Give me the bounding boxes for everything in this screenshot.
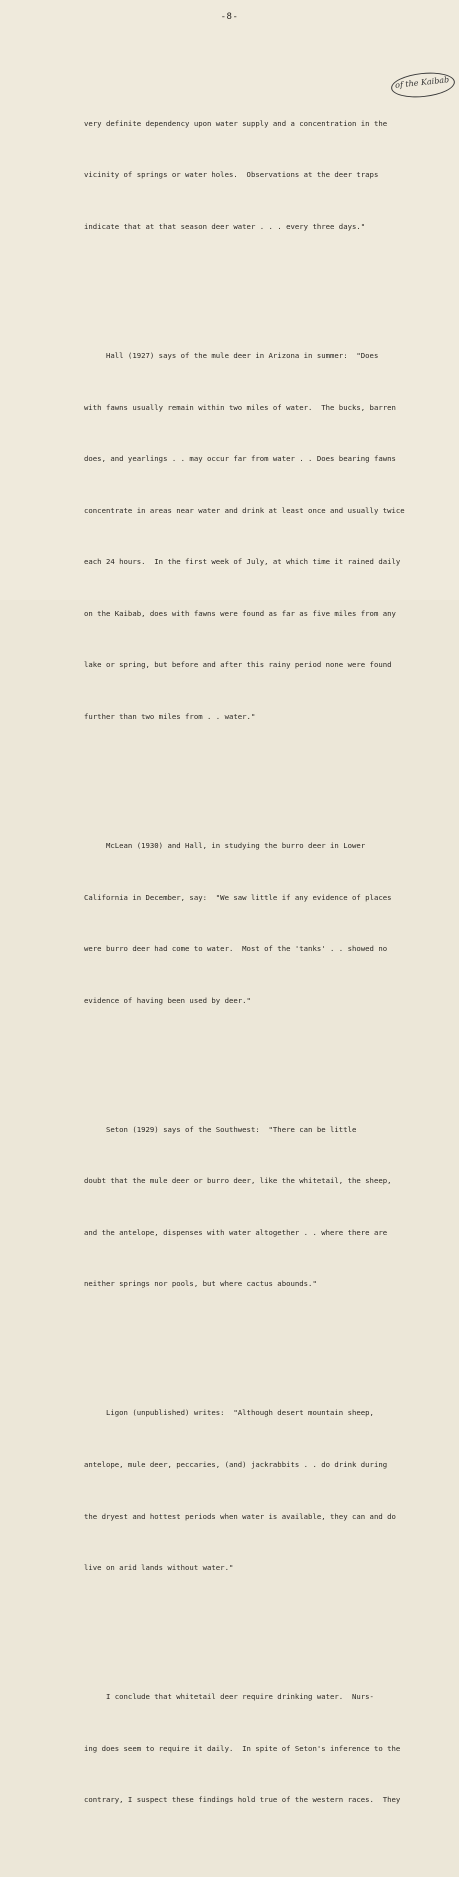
text-line: neither springs nor pools, but where cactus abounds."	[84, 1279, 317, 1289]
paragraph	[84, 1370, 412, 1611]
text-line: very definite dependency upon water supply and a concentration in the	[84, 118, 388, 128]
text-line: Seton (1929) says of the Southwest: "There can be little	[84, 1124, 357, 1134]
text-line: Ligon (unpublished) writes: "Although desert mountain sheep,	[84, 1408, 374, 1418]
paragraph	[84, 1654, 412, 1843]
paragraph	[84, 1086, 412, 1327]
body-text	[84, 46, 412, 1877]
text-line: live on arid lands without water."	[84, 1563, 234, 1573]
text-line: contrary, I suspect these findings hold true of the western races. They	[84, 1795, 401, 1805]
text-line: I conclude that whitetail deer require drinking water. Nurs-	[84, 1692, 374, 1702]
paragraph	[84, 803, 412, 1044]
text-line: lake or spring, but before and after this rainy period none were found	[84, 660, 392, 670]
text-line: Hall (1927) says of the mule deer in Arizona in summer: "Does	[84, 350, 379, 360]
paragraph	[84, 313, 412, 760]
paragraph	[84, 80, 412, 269]
text-line: on the Kaibab, does with fawns were found as far as five miles from any	[84, 608, 396, 618]
text-line: the dryest and hottest periods when water is available, they can and do	[84, 1511, 396, 1521]
text-line: ing does seem to require it daily. In spite of Seton's inference to the	[84, 1743, 401, 1753]
text-line: California in December, say: "We saw little if any evidence of places	[84, 892, 392, 902]
text-line: evidence of having been used by deer."	[84, 995, 251, 1005]
text-line: concentrate in areas near water and drink at least once and usually twice	[84, 505, 405, 515]
text-line: each 24 hours. In the first week of July, at which time it rained daily	[84, 557, 401, 567]
text-line: antelope, mule deer, peccaries, (and) jackrabbits . . do drink during	[84, 1459, 388, 1469]
text-line: further than two miles from . . water."	[84, 712, 256, 722]
handwritten-margin-note: of the Kaibab	[394, 75, 450, 90]
text-line: and the antelope, dispenses with water altogether . . where there are	[84, 1227, 388, 1237]
text-line: doubt that the mule deer or burro deer, like the whitetail, the sheep,	[84, 1176, 392, 1186]
text-line: vicinity of springs or water holes. Observations at the deer traps	[84, 170, 379, 180]
text-line: indicate that at that season deer water . . . every three days."	[84, 222, 366, 231]
text-line: were burro deer had come to water. Most of the 'tanks' . . showed no	[84, 944, 388, 954]
text-line: does, and yearlings . . may occur far from water . . Does bearing fawns	[84, 454, 396, 464]
text-line: McLean (1930) and Hall, in studying the burro deer in Lower	[84, 840, 366, 850]
text-line: with fawns usually remain within two miles of water. The bucks, barren	[84, 402, 396, 412]
page-number: -8-	[220, 12, 239, 22]
